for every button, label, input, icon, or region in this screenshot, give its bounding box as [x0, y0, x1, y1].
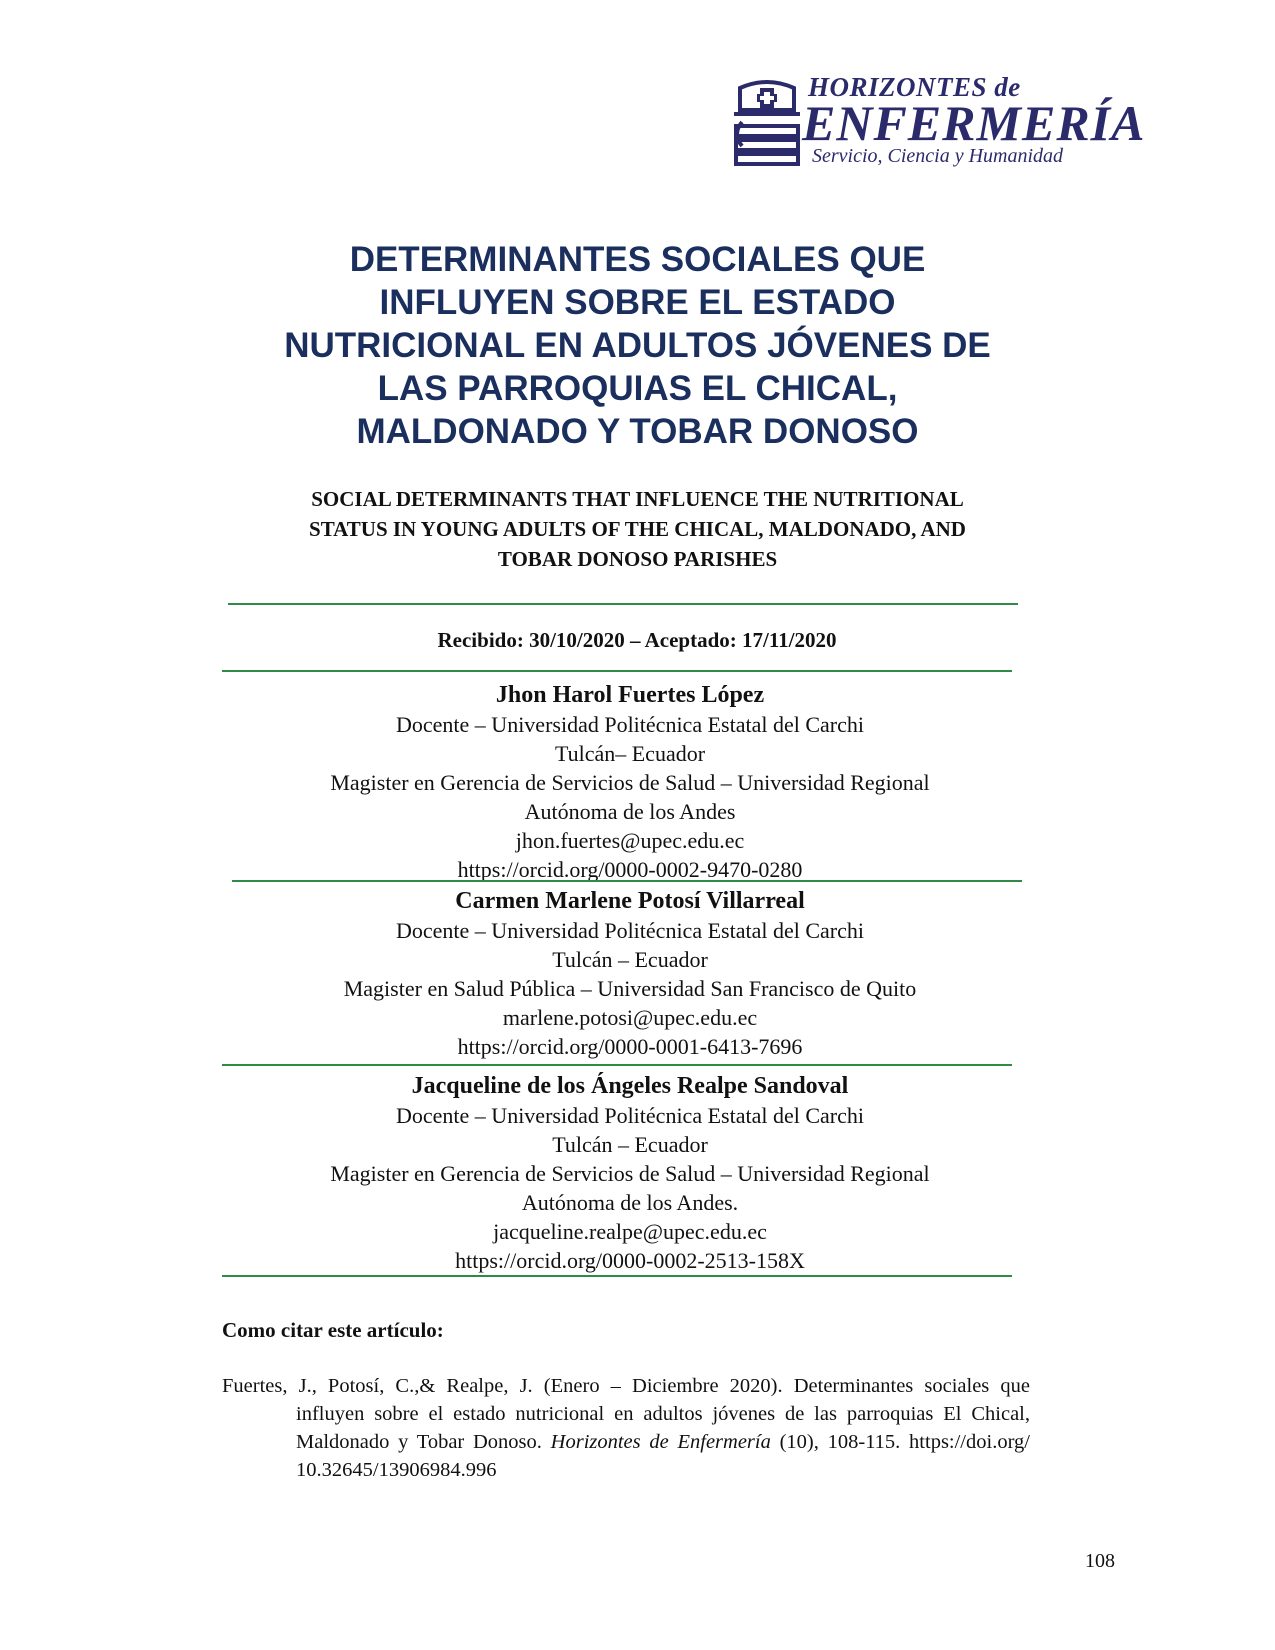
author-orcid[interactable]: https://orcid.org/0000-0002-2513-158X	[455, 1248, 805, 1273]
author-email[interactable]: jacqueline.realpe@upec.edu.ec	[493, 1219, 767, 1244]
author-affiliation: Docente – Universidad Politécnica Estatal del Carchi	[396, 1103, 864, 1128]
citation-authors-title: Fuertes, J., Potosí, C.,& Realpe, J. (Enero – Diciembre 2020). Determinantes sociales que influyen sobre el estado nutricional en adultos jóvenes de las parroquias El Chical, Maldonado y Tobar Donoso.	[222, 1375, 1030, 1453]
citation-journal: Horizontes de Enfermería	[550, 1431, 771, 1453]
citation-text	[222, 1372, 1030, 1484]
page-number: 108	[1085, 1550, 1115, 1572]
citation-heading: Como citar este artículo:	[222, 1318, 444, 1342]
nurse-cap-books-icon	[730, 74, 804, 166]
author-block	[220, 680, 1040, 884]
title-en-line: SOCIAL DETERMINANTS THAT INFLUENCE THE NUTRITIONAL	[311, 487, 964, 511]
journal-logo	[730, 72, 1146, 172]
author-email[interactable]: jhon.fuertes@upec.edu.ec	[515, 828, 745, 853]
author-block	[220, 1071, 1040, 1275]
author-degree: Magister en Salud Pública – Universidad San Francisco de Quito	[343, 976, 917, 1001]
received-accepted-dates: Recibido: 30/10/2020 – Aceptado: 17/11/2020	[437, 628, 837, 652]
author-degree: Magister en Gerencia de Servicios de Salud – Universidad Regional	[330, 1161, 930, 1186]
author-orcid[interactable]: https://orcid.org/0000-0001-6413-7696	[457, 1034, 803, 1059]
title-es-line: MALDONADO Y TOBAR DONOSO	[356, 412, 919, 451]
title-es-line: INFLUYEN SOBRE EL ESTADO	[379, 283, 896, 322]
logo-tagline: Servicio, Ciencia y Humanidad	[812, 145, 1064, 167]
title-es-line: NUTRICIONAL EN ADULTOS JÓVENES DE	[284, 326, 991, 365]
author-degree: Autónoma de los Andes	[524, 799, 736, 824]
title-es-line: LAS PARROQUIAS EL CHICAL,	[377, 369, 898, 408]
author-degree: Magister en Gerencia de Servicios de Salud – Universidad Regional	[330, 770, 930, 795]
title-en-line: STATUS IN YOUNG ADULTS OF THE CHICAL, MALDONADO, AND	[309, 517, 966, 541]
author-location: Tulcán – Ecuador	[552, 1132, 708, 1157]
title-es-line: DETERMINANTES SOCIALES QUE	[349, 240, 926, 279]
author-email[interactable]: marlene.potosi@upec.edu.ec	[502, 1005, 758, 1030]
author-name: Jhon Harol Fuertes López	[495, 682, 765, 708]
divider	[222, 1275, 1012, 1277]
author-degree: Autónoma de los Andes.	[521, 1190, 739, 1215]
author-block	[220, 886, 1040, 1061]
author-location: Tulcán– Ecuador	[554, 741, 706, 766]
author-name: Carmen Marlene Potosí Villarreal	[455, 888, 805, 914]
author-affiliation: Docente – Universidad Politécnica Estatal del Carchi	[396, 918, 864, 943]
divider	[222, 670, 1012, 672]
article-title-spanish	[205, 238, 1070, 453]
divider	[232, 880, 1022, 882]
divider	[228, 603, 1018, 605]
article-title-english	[230, 484, 1045, 574]
logo-line-enfermeria: ENFERMERÍA	[802, 95, 1146, 151]
logo-line-horizontes: HORIZONTES de	[808, 72, 1021, 102]
divider	[222, 1064, 1012, 1066]
author-name: Jacqueline de los Ángeles Realpe Sandoval	[411, 1073, 849, 1099]
citation-details: (10), 108-115. https://doi.org/ 10.32645/13906984.996	[296, 1431, 1030, 1481]
title-en-line: TOBAR DONOSO PARISHES	[497, 547, 778, 571]
author-affiliation: Docente – Universidad Politécnica Estatal del Carchi	[396, 712, 864, 737]
author-orcid[interactable]: https://orcid.org/0000-0002-9470-0280	[457, 857, 803, 882]
author-location: Tulcán – Ecuador	[552, 947, 708, 972]
